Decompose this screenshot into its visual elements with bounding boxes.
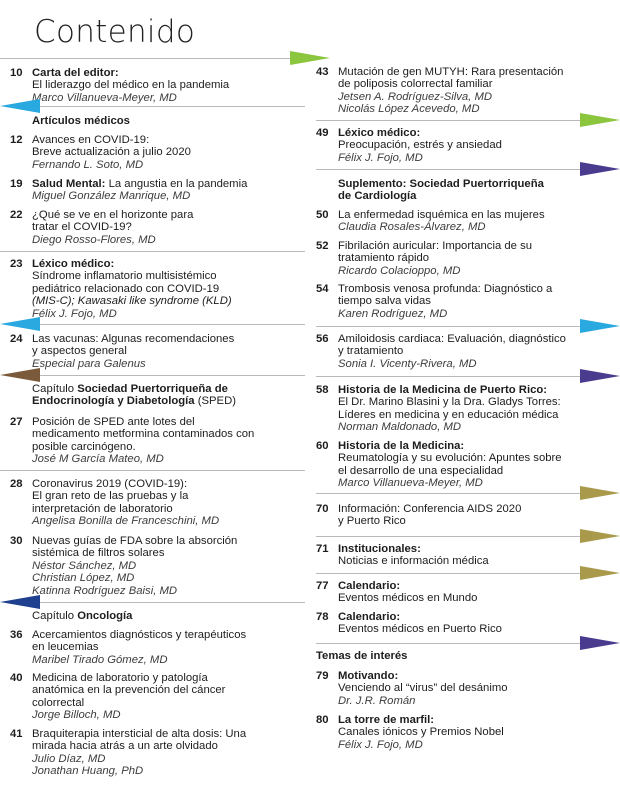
entry-author: Especial para Galenus (32, 357, 146, 370)
entry-title: Síndrome inflamatorio multisistémico (32, 270, 217, 283)
entry-title: interpretación de laboratorio (32, 502, 173, 515)
entry-title: Canales iónicos y Premios Nobel (338, 726, 504, 739)
blue-triangle-icon (0, 317, 40, 331)
entry-title: medicamento metformina contaminados con (32, 428, 255, 441)
green-triangle-icon (290, 51, 330, 65)
entry-title: Noticias e información médica (338, 555, 489, 568)
entry-title: Información: Conferencia AIDS 2020 (338, 503, 522, 515)
entry-heading: Léxico médico: (338, 127, 421, 139)
entry-author: Katinna Rodríguez Baisi, MD (32, 584, 178, 597)
entry-title: Mutación de gen MUTYH: Rara presentación (338, 66, 564, 78)
entry-author: Félix J. Fojo, MD (338, 738, 423, 751)
separator (316, 536, 580, 537)
separator (316, 326, 580, 327)
entry-author: José M García Mateo, MD (32, 453, 164, 466)
entry-title: El liderazgo del médico en la pandemia (32, 79, 230, 92)
entry-author: Jorge Billoch, MD (32, 709, 121, 722)
entry-title: Breve actualización a julio 2020 (32, 146, 191, 159)
entry-title: Braquiterapia intersticial de alta dosis: Una (32, 728, 247, 740)
separator (316, 120, 580, 121)
page-number: 24 (10, 333, 23, 345)
entry-heading: Carta del editor: (32, 67, 119, 79)
section-heading-articulos: Artículos médicos (32, 115, 130, 127)
page-number: 43 (316, 66, 329, 78)
entry-title: pediátrico relacionado con COVID-19 (32, 282, 220, 295)
separator (0, 58, 290, 59)
separator (20, 602, 305, 603)
page-number: 60 (316, 440, 329, 452)
page-number: 28 (10, 478, 23, 490)
entry-title: Eventos médicos en Mundo (338, 592, 478, 605)
navy-triangle-icon (0, 595, 40, 609)
entry-heading: Motivando: (338, 670, 399, 682)
entry-title: Reumatología y su evolución: Apuntes sobre (338, 452, 562, 465)
entry-heading: Salud Mental: (32, 178, 106, 190)
entry-author: Christian López, MD (32, 572, 135, 585)
entry-heading: Historia de la Medicina: (338, 440, 465, 452)
section-heading-temas: Temas de interés (316, 650, 408, 662)
entry-title: y Puerto Rico (338, 515, 406, 528)
page-number: 58 (316, 384, 329, 396)
entry-author: Maribel Tirado Gómez, MD (32, 653, 168, 666)
entry-title: Venciendo al “virus” del desánimo (338, 682, 508, 695)
separator (316, 493, 580, 494)
entry-author: Sonia I. Vicenty-Rivera, MD (338, 357, 477, 370)
brown-triangle-icon (0, 368, 40, 382)
entry-title: (MIS-C); Kawasaki like syndrome (KLD) (32, 295, 232, 308)
purple-triangle-icon (580, 162, 620, 176)
entry-title: La angustia en la pandemia (105, 178, 248, 190)
entry-title: sistémica de filtros solares (32, 547, 165, 560)
entry-title: Trombosis venosa profunda: Diagnóstico a (338, 283, 553, 295)
separator (20, 375, 305, 376)
blue-triangle-icon (0, 99, 40, 113)
page-number: 50 (316, 209, 329, 221)
olive-triangle-icon (580, 486, 620, 500)
page-number: 12 (10, 134, 23, 146)
entry-author: Julio Díaz, MD (32, 752, 106, 765)
separator (20, 106, 305, 107)
page-number: 10 (10, 67, 23, 79)
page-number: 19 (10, 178, 23, 190)
green-triangle-icon (580, 113, 620, 127)
entry-author: Félix J. Fojo, MD (32, 307, 117, 320)
entry-author: Diego Rosso-Flores, MD (32, 233, 156, 246)
page-number: 22 (10, 209, 23, 221)
entry-author: Angelisa Bonilla de Franceschini, MD (32, 515, 220, 528)
purple-triangle-icon (580, 636, 620, 650)
entry-title: colorrectal (32, 696, 85, 709)
entry-title: Las vacunas: Algunas recomendaciones (32, 333, 235, 345)
page-number: 40 (10, 672, 23, 684)
page-number: 41 (10, 728, 23, 740)
entry-title: Nuevas guías de FDA sobre la absorción (32, 535, 238, 547)
entry-title: anatómica en la prevención del cáncer (32, 684, 226, 697)
separator (316, 643, 580, 644)
page-number: 23 (10, 258, 23, 270)
entry-title: Eventos médicos en Puerto Rico (338, 623, 502, 636)
page-number: 36 (10, 629, 23, 641)
entry-title: en leucemias (32, 641, 99, 654)
entry-title: Avances en COVID-19: (32, 134, 150, 146)
entry-title: Líderes en medicina y en educación médica (338, 408, 559, 421)
entry-author: Jonathan Huang, PhD (32, 765, 144, 778)
entry-title: Posición de SPED ante lotes del (32, 416, 195, 428)
entry-title: Coronavirus 2019 (COVID-19): (32, 478, 188, 490)
entry-title: Amiloidosis cardiaca: Evaluación, diagnóstico (338, 333, 566, 345)
separator (0, 470, 305, 471)
entry-author: Marco Villanueva-Meyer, MD (32, 91, 177, 104)
page-number: 27 (10, 416, 23, 428)
purple-triangle-icon (580, 369, 620, 383)
page-number: 56 (316, 333, 329, 345)
entry-title: tratamiento rápido (338, 252, 430, 265)
entry-heading: Institucionales: (338, 543, 421, 555)
separator (316, 376, 580, 377)
page-number: 77 (316, 580, 329, 592)
entry-heading: Historia de la Medicina de Puerto Rico: (338, 384, 548, 396)
page-number: 79 (316, 670, 329, 682)
entry-title: y aspectos general (32, 345, 127, 358)
entry-title: ¿Qué se ve en el horizonte para (32, 209, 194, 221)
entry-title: el desarrollo de una especialidad (338, 464, 504, 477)
entry-author: Félix J. Fojo, MD (338, 151, 423, 164)
page-number: 78 (316, 611, 329, 623)
entry-heading: Calendario: (338, 580, 401, 592)
entry-heading: Calendario: (338, 611, 401, 623)
entry-title: de poliposis colorrectal familiar (338, 78, 493, 91)
page-number: 80 (316, 714, 329, 726)
section-heading-sped: Capítulo Sociedad Puertorriqueña de Endocrinología y Diabetología (SPED) (32, 383, 237, 408)
page-number: 52 (316, 240, 329, 252)
entry-title: posible carcinógeno. (32, 440, 136, 453)
page-title: Contenido (34, 14, 196, 50)
separator (20, 324, 305, 325)
entry-title: tiempo salva vidas (338, 295, 431, 308)
blue-triangle-icon (580, 319, 620, 333)
section-heading-oncologia: Capítulo Oncología (32, 610, 133, 622)
entry-author: Jetsen A. Rodríguez-Silva, MD (338, 90, 493, 103)
entry-author: Nicolás López Acevedo, MD (338, 103, 480, 116)
entry-heading: La torre de marfil: (338, 714, 435, 726)
page-number: 30 (10, 535, 23, 547)
entry-title: La enfermedad isquémica en las mujeres (338, 209, 545, 221)
entry-title: Acercamientos diagnósticos y terapéuticos (32, 629, 247, 641)
entry-author: Norman Maldonado, MD (338, 421, 462, 434)
entry-author: Karen Rodríguez, MD (338, 307, 448, 320)
entry-title: Preocupación, estrés y ansiedad (338, 139, 502, 152)
separator (316, 573, 580, 574)
entry-title: El Dr. Marino Blasini y la Dra. Gladys Torres: (338, 396, 561, 409)
entry-author: Néstor Sánchez, MD (32, 559, 137, 572)
page-number: 71 (316, 543, 329, 555)
separator (316, 169, 580, 170)
entry-author: Marco Villanueva-Meyer, MD (338, 477, 483, 490)
entry-title: El gran reto de las pruebas y la (32, 490, 189, 503)
page-number: 70 (316, 503, 329, 515)
entry-title: Medicina de laboratorio y patología (32, 672, 208, 684)
entry-title: y tratamiento (338, 345, 404, 358)
section-heading-cardiologia: Suplemento: Sociedad Puertorriqueña de Cardiología (338, 178, 544, 203)
entry-author: Claudia Rosales-Álvarez, MD (338, 221, 486, 234)
entry-author: Ricardo Colacioppo, MD (338, 264, 461, 277)
entry-author: Dr. J.R. Román (338, 694, 416, 707)
page-number: 49 (316, 127, 329, 139)
entry-title: tratar el COVID-19? (32, 221, 132, 234)
entry-title: mirada hacia atrás a un arte olvidado (32, 740, 218, 753)
entry-author: Miguel González Manrique, MD (32, 190, 191, 203)
entry-heading: Léxico médico: (32, 258, 115, 270)
olive-triangle-icon (580, 566, 620, 580)
entry-author: Fernando L. Soto, MD (32, 158, 144, 171)
page-number: 54 (316, 283, 329, 295)
entry-title: Fibrilación auricular: Importancia de su (338, 240, 533, 252)
separator (0, 251, 305, 252)
olive-triangle-icon (580, 529, 620, 543)
